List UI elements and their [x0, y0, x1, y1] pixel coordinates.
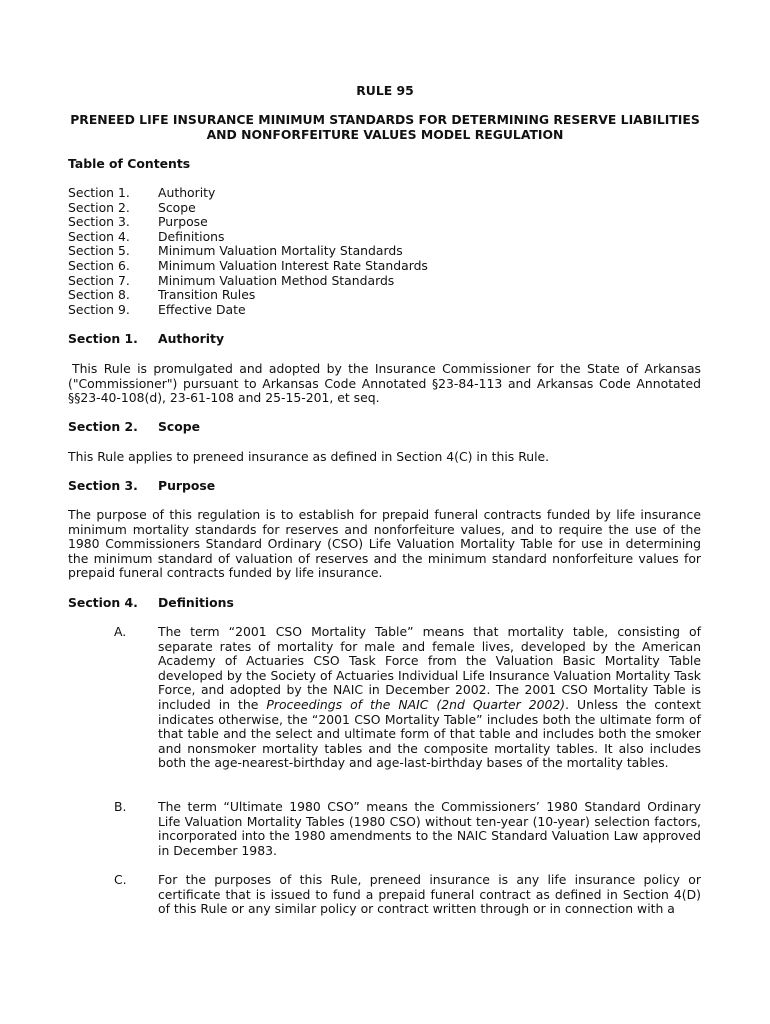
toc-item-title: Minimum Valuation Interest Rate Standards — [158, 257, 428, 273]
toc-item-title: Minimum Valuation Mortality Standards — [158, 243, 403, 259]
toc-item-title: Effective Date — [158, 301, 246, 317]
rule-title: RULE 95 — [356, 83, 414, 98]
section-title: Authority — [158, 331, 225, 346]
section-title: Definitions — [158, 595, 234, 610]
toc-item — [68, 230, 428, 245]
definition-a-part-2: . Unless the context indicates otherwise, the “2001 CSO Mortality Table” includes both the ultimate form of that table and the select and ultimate form of that table and includes both the smoker and nonsmoker mortality tables and the composite mortality tables. It also includes both the age-nearest-birthday and age-last-birthday bases of the mortality tables. — [158, 696, 701, 771]
definition-a-letter: A. — [114, 624, 127, 639]
toc-item-number: Section 2. — [68, 199, 130, 215]
toc-item-title: Minimum Valuation Method Standards — [158, 272, 395, 288]
toc-item-number: Section 3. — [68, 214, 130, 230]
toc-heading: Table of Contents — [68, 156, 191, 171]
table-of-contents — [68, 186, 428, 317]
definition-c-text: For the purposes of this Rule, preneed insurance is any life insurance policy or certificate that is issued to fund a prepaid funeral contract as defined in Section 4(D) of this Rule or any similar policy or contract written through or in connection with a — [158, 872, 701, 917]
section-number: Section 3. — [68, 478, 138, 493]
toc-item-title: Scope — [158, 199, 196, 215]
toc-item — [68, 303, 428, 318]
toc-item-number: Section 8. — [68, 287, 130, 303]
toc-item — [68, 215, 428, 230]
definition-b-text: The term “Ultimate 1980 CSO” means the Commissioners’ 1980 Standard Ordinary Life Valuation Mortality Tables (1980 CSO) without ten-year (10-year) selection factors, incorporated into the 1980 amendments to the NAIC Standard Valuation Law approved in December 1983. — [158, 799, 701, 858]
toc-item — [68, 274, 428, 289]
section-number: Section 4. — [68, 595, 138, 610]
definition-b-letter: B. — [114, 799, 127, 814]
toc-item — [68, 259, 428, 274]
definition-a-part-1: The term “2001 CSO Mortality Table” means that mortality table, consisting of separate rates of mortality for male and female lives, developed by the American Academy of Actuaries CSO Task Force from the Valuation Basic Mortality Table developed by the Society of Actuaries Individual Life Insurance Valuation Mortality Task Force, and adopted by the NAIC in December 2002. The 2001 CSO Mortality Table is included in the — [158, 624, 701, 712]
document-title: PRENEED LIFE INSURANCE MINIMUM STANDARDS FOR DETERMINING RESERVE LIABILITIES AND NONFORFEITURE VALUES MODEL REGULATION — [70, 112, 700, 142]
toc-item — [68, 288, 428, 303]
section-title: Scope — [158, 419, 201, 434]
section-4-heading — [68, 596, 234, 611]
section-2-text: This Rule applies to preneed insurance as defined in Section 4(C) in this Rule. — [68, 449, 550, 464]
section-1-heading — [68, 332, 224, 347]
toc-item-number: Section 1. — [68, 185, 130, 200]
toc-item — [68, 244, 428, 259]
toc-item-title: Purpose — [158, 214, 208, 230]
toc-item-number: Section 4. — [68, 228, 130, 244]
section-2-heading — [68, 420, 200, 435]
toc-item — [68, 186, 428, 201]
definition-a-text — [158, 625, 701, 771]
toc-item — [68, 201, 428, 216]
toc-item-number: Section 7. — [68, 272, 130, 288]
section-3-heading — [68, 479, 215, 494]
section-number: Section 1. — [68, 331, 138, 346]
section-title: Purpose — [158, 478, 216, 493]
definition-c-letter: C. — [114, 872, 127, 887]
toc-item-number: Section 5. — [68, 243, 130, 259]
definition-a-italic: Proceedings of the NAIC (2nd Quarter 2002) — [266, 696, 566, 712]
section-number: Section 2. — [68, 419, 138, 434]
section-3-text: The purpose of this regulation is to establish for prepaid funeral contracts funded by life insurance minimum mortality standards for reserves and nonforfeiture values, and to require the use of the 1980 Commissioners Standard Ordinary (CSO) Life Valuation Mortality Table for use in determining the minimum standard of valuation of reserves and the minimum standard nonforfeiture values for prepaid funeral contracts funded by life insurance. — [68, 507, 701, 581]
toc-item-title: Definitions — [158, 228, 225, 244]
toc-item-number: Section 6. — [68, 257, 130, 273]
toc-item-title: Authority — [158, 185, 216, 200]
toc-item-title: Transition Rules — [158, 287, 256, 303]
section-1-text: This Rule is promulgated and adopted by the Insurance Commissioner for the State of Arkansas ("Commissioner") pursuant to Arkansas Code Annotated §23-84-113 and Arkansas Code Annotated §§23-40-108(d), 23-61-108 and 25-15-201, et seq. — [68, 361, 701, 406]
toc-item-number: Section 9. — [68, 301, 130, 317]
